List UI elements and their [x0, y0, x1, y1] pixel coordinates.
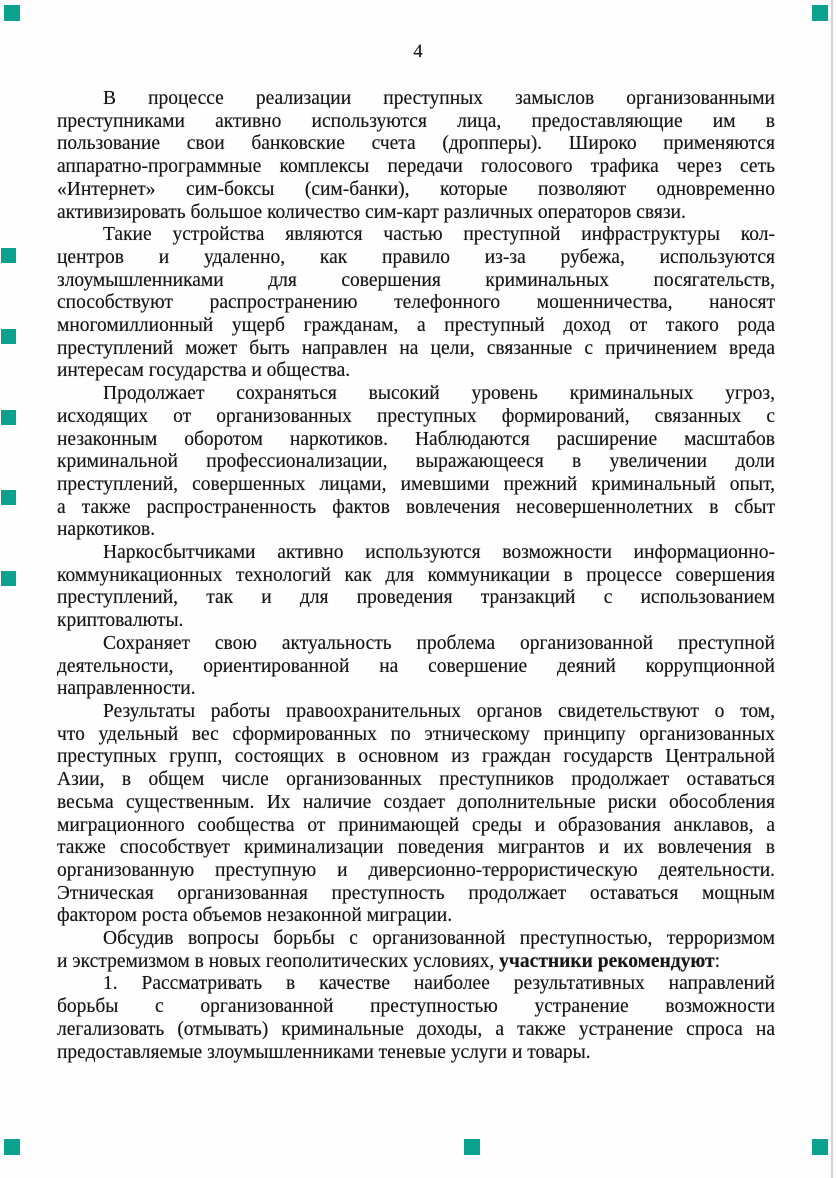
text-line: злоумышленниками для совершения криминальных посягательств, [57, 269, 775, 291]
scan-marker-bottom-center [464, 1139, 480, 1155]
text-line: «Интернет» сим-боксы (сим-банки), которые позволяют одновременно [57, 178, 775, 200]
scan-marker-left-4 [1, 490, 16, 505]
text-line: фактором роста объемов незаконной миграции. [57, 905, 453, 927]
text-line: многомиллионный ущерб гражданам, а преступный доход от такого рода [57, 315, 775, 337]
text-line: коммуникационных технологий как для коммуникации в процессе совершения [57, 564, 775, 586]
text-line: интересам государства и общества. [57, 360, 351, 382]
text-line: преступлений, так и для проведения транзакций с использованием [57, 587, 775, 609]
paragraph [57, 701, 775, 928]
text-line: а также распространенность фактов вовлечения несовершеннолетних в сбыт [57, 496, 775, 518]
text-line: преступниками активно используются лица, предоставляющие им в [57, 110, 775, 132]
paragraph [57, 973, 775, 1064]
document-body [57, 88, 775, 1064]
text-line: криптовалюты. [57, 610, 184, 632]
text-line: также способствует криминализации поведения мигрантов и их вовлечения в [57, 837, 775, 859]
scan-marker-top-left [4, 5, 20, 21]
text-line: Азии, в общем числе организованных преступников продолжает оставаться [57, 769, 775, 791]
text-line: пользование свои банковские счета (дропперы). Широко применяются [57, 133, 775, 155]
text-line: миграционного сообщества от принимающей среды и образования анклавов, а [57, 814, 775, 836]
text-line: Такие устройства являются частью преступной инфраструктуры кол- [103, 224, 775, 246]
text-line: и экстремизмом в новых геополитических условиях, участники рекомендуют: [57, 950, 721, 972]
text-line: центров и удаленно, как правило из-за рубежа, используются [57, 246, 775, 268]
text-line: активизировать большое количество сим-карт различных операторов связи. [57, 201, 686, 223]
scan-marker-left-1 [1, 248, 16, 263]
paragraph [57, 542, 775, 633]
paragraph [57, 88, 775, 224]
scan-marker-top-right [812, 5, 828, 21]
paragraph [57, 633, 775, 701]
text-line: Этническая организованная преступность продолжает оставаться мощным [57, 882, 775, 904]
text-line: аппаратно-программные комплексы передачи голосового трафика через сеть [57, 156, 775, 178]
text-line: деятельности, ориентированной на совершение деяний коррупционной [57, 655, 775, 677]
text-line: Сохраняет свою актуальность проблема организованной преступной [103, 632, 775, 654]
scan-marker-left-2 [1, 329, 16, 344]
text-line: 1. Рассматривать в качестве наиболее результативных направлений [103, 973, 775, 995]
text-line: Обсудив вопросы борьбы с организованной преступностью, терроризмом [103, 928, 775, 950]
text-line: криминальной профессионализации, выражающееся в увеличении доли [57, 451, 775, 473]
page-edge-shadow [831, 0, 833, 1178]
text-line: направленности. [57, 678, 196, 700]
text-line: исходящих от организованных преступных формирований, связанных с [57, 405, 775, 427]
text-line: борьбы с организованной преступностью устранение возможности [57, 996, 775, 1018]
scan-marker-left-5 [1, 571, 16, 586]
text-line: весьма существенным. Их наличие создает дополнительные риски обособления [57, 791, 775, 813]
paragraph [57, 928, 775, 973]
scan-marker-bottom-right [812, 1139, 828, 1155]
text-line: способствуют распространению телефонного мошенничества, наносят [57, 292, 775, 314]
text-line: предоставляемые злоумышленниками теневые услуги и товары. [57, 1041, 591, 1063]
page-number: 4 [413, 41, 423, 62]
text-line: Наркосбытчиками активно используются возможности информационно- [103, 542, 775, 564]
text-line: Продолжает сохраняться высокий уровень криминальных угроз, [103, 383, 775, 405]
paragraph [57, 383, 775, 542]
text-line: преступных групп, состоящих в основном из граждан государств Центральной [57, 746, 775, 768]
text-line: Результаты работы правоохранительных органов свидетельствуют о том, [103, 700, 775, 722]
text-line: организованную преступную и диверсионно-террористическую деятельности. [57, 859, 775, 881]
text-line: наркотиков. [57, 519, 156, 541]
text-line: что удельный вес сформированных по этническому принципу организованных [57, 723, 775, 745]
text-line: легализовать (отмывать) криминальные доходы, а также устранение спроса на [57, 1018, 775, 1040]
text-line: преступлений может быть направлен на цели, связанные с причинением вреда [57, 337, 775, 359]
text-line: преступлений, совершенных лицами, имевшими прежний криминальный опыт, [57, 473, 775, 495]
paragraph [57, 224, 775, 383]
scan-marker-bottom-left [4, 1139, 20, 1155]
scan-marker-left-3 [1, 410, 16, 425]
text-line: незаконным оборотом наркотиков. Наблюдаются расширение масштабов [57, 428, 775, 450]
text-line: В процессе реализации преступных замыслов организованными [103, 88, 775, 109]
